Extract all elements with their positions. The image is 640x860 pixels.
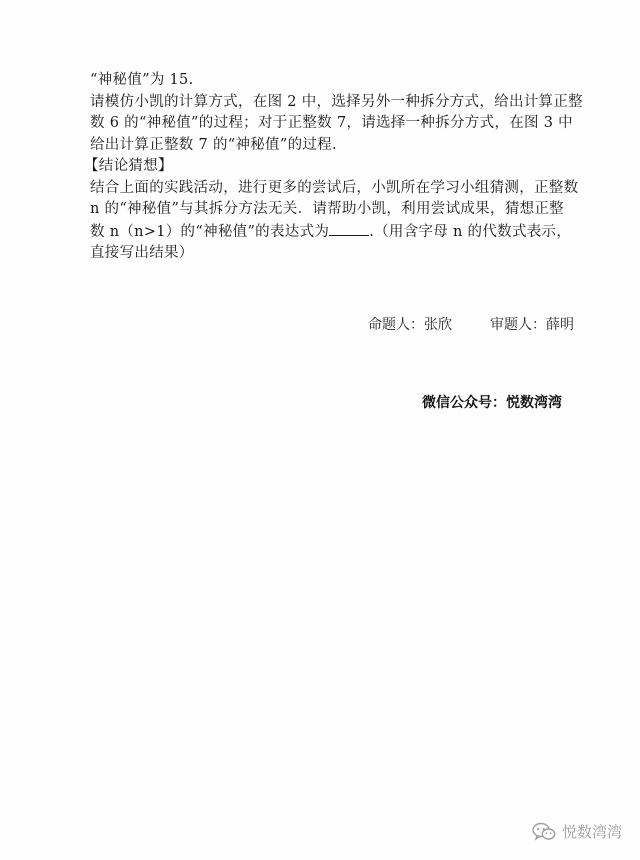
formula-prefix: 数 n（n>1）的“神秘值”的表达式为 — [90, 223, 330, 240]
answer-blank — [329, 221, 369, 236]
formula-suffix: .（用含字母 n 的代数式表示， — [369, 223, 572, 240]
watermark — [532, 821, 622, 842]
text-line: 数 6 的“神秘值”的过程；对于正整数 7，请选择一种拆分方式，在图 3 中 — [90, 115, 573, 131]
wechat-icon — [532, 822, 556, 842]
text-line: 请模仿小凯的计算方式，在图 2 中，选择另外一种拆分方式，给出计算正整 — [90, 93, 583, 110]
formula-line — [90, 221, 590, 244]
text-line: n 的“神秘值”与其拆分方法无关．请帮助小凯，利用尝试成果，猜想正整 — [90, 201, 564, 217]
section-heading: 【结论猜想】 — [84, 158, 173, 174]
reviewer-credit: 审题人：薛明 — [490, 317, 574, 333]
author-credits — [368, 314, 574, 334]
watermark-text: 悦数湾湾 — [561, 823, 622, 841]
wechat-account-label: 微信公众号：悦数湾湾 — [422, 395, 562, 411]
text-line: “神秘值”为 15. — [90, 72, 194, 88]
text-line: 结合上面的实践活动，进行更多的尝试后，小凯所在学习小组猜测，正整数 — [90, 179, 579, 196]
text-line: 给出计算正整数 7 的“神秘值”的过程. — [90, 136, 337, 153]
problem-text — [84, 70, 590, 265]
text-line: 直接写出结果） — [90, 245, 194, 261]
setter-credit: 命题人：张欣 — [368, 317, 452, 333]
